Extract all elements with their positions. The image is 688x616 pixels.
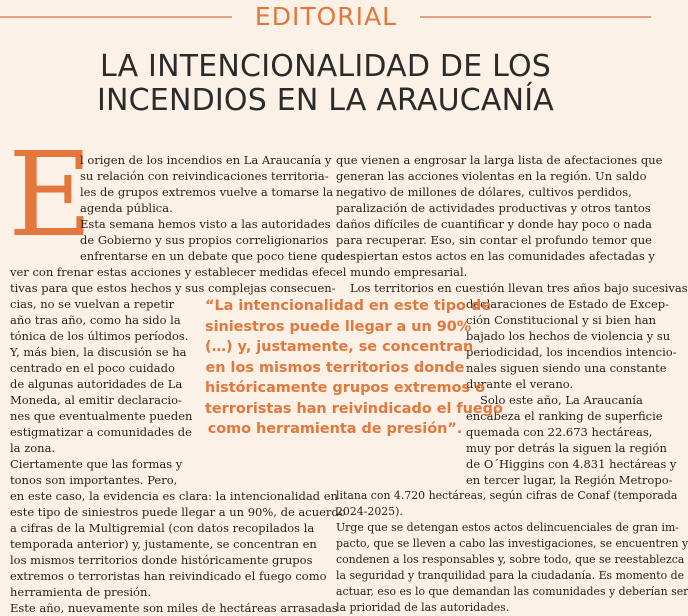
drop-cap: E xyxy=(8,128,93,263)
text-line: a cifras de la Multigremial (con datos recopilados la xyxy=(10,521,315,535)
text-line: daños difíciles de cuantificar y donde hay poco o nada xyxy=(336,217,653,231)
text-line: tónica de los últimos períodos. xyxy=(10,329,189,343)
column-2-bottom xyxy=(336,488,688,616)
text-line: despiertan estos actos en las comunidades afectadas y xyxy=(336,249,655,263)
text-line: l origen de los incendios en La Araucanía y xyxy=(80,153,332,167)
text-line: Moneda, al emitir declaracio- xyxy=(10,393,182,407)
text-line: ver con frenar estas acciones y establecer medidas efec- xyxy=(10,265,341,279)
pull-quote xyxy=(205,296,503,440)
text-line: enfrentarse en un debate que poco tiene que xyxy=(80,249,343,263)
text-line: estigmatizar a comunidades de xyxy=(10,425,192,439)
text-line: cias, no se vuelvan a repetir xyxy=(10,297,175,311)
text-line: 2024-2025). xyxy=(336,505,403,518)
text-line: ción Constitucional y si bien han xyxy=(466,313,657,327)
quote-line: (…) y, justamente, se concentran xyxy=(205,339,474,355)
column-2-narrow xyxy=(466,296,677,488)
section-header xyxy=(0,0,651,36)
text-line: generan las acciones violentas en la región. Un saldo xyxy=(336,169,647,183)
text-line: año tras año, como ha sido la xyxy=(10,313,181,327)
text-line: Solo este año, La Araucanía xyxy=(480,393,643,407)
text-line: periodicidad, los incendios intencio- xyxy=(466,345,677,359)
quote-line: como herramienta de presión”. xyxy=(207,421,463,437)
text-line: de Gobierno y sus propios correligionarios xyxy=(80,233,329,247)
column-1-narrow xyxy=(10,312,200,488)
quote-line: siniestros puede llegar a un 90% xyxy=(205,318,472,335)
text-line: herramienta de presión. xyxy=(10,585,152,599)
text-line: Los territorios en cuestión llevan tres años bajo sucesivas xyxy=(350,281,688,295)
text-line: su relación con reivindicaciones territoria- xyxy=(80,169,329,183)
text-line: nes que eventualmente pueden xyxy=(10,409,193,423)
text-line: este tipo de siniestros puede llegar a un 90%, de acuerdo xyxy=(10,505,346,519)
text-line: declaraciones de Estado de Excep- xyxy=(466,297,670,311)
text-line: Esta semana hemos visto a las autoridades xyxy=(80,217,331,231)
text-line: Y, más bien, la discusión se ha xyxy=(10,345,187,359)
text-line: Urge que se detengan estos actos delincuenciales de gran im- xyxy=(336,521,679,534)
section-label: EDITORIAL xyxy=(254,2,398,31)
text-line: condenen a los responsables y, sobre todo, que se reestablezca xyxy=(336,553,685,566)
text-line: en este caso, la evidencia es clara: la intencionalidad en xyxy=(10,489,338,503)
text-line: tonos son importantes. Pero, xyxy=(10,473,178,487)
title-line: INCENDIOS EN LA ARAUCANÍA xyxy=(96,83,555,118)
quote-line: en los mismos territorios donde xyxy=(205,359,465,376)
text-line: de O´Higgins con 4.831 hectáreas y xyxy=(466,457,677,471)
text-line: agenda pública. xyxy=(80,201,173,215)
text-line: paralización de actividades productivas y otros tantos xyxy=(336,201,651,215)
text-line: nales siguen siendo una constante xyxy=(466,361,667,375)
column-2-top xyxy=(336,152,688,296)
quote-line: históricamente grupos extremos o xyxy=(205,380,485,396)
text-line: los mismos territorios donde históricamente grupos xyxy=(10,553,313,567)
title-line: LA INTENCIONALIDAD DE LOS xyxy=(99,49,552,84)
text-line: Este año, nuevamente son miles de hectáreas arrasadas xyxy=(10,601,338,615)
text-line: durante el verano. xyxy=(466,377,574,391)
column-1-bottom xyxy=(10,488,346,616)
text-line: negativo de millones de dólares, cultivos perdidos, xyxy=(336,185,632,199)
text-line: el mundo empresarial. xyxy=(336,265,468,279)
text-line: la seguridad y tranquilidad para la ciudadanía. Es momento de xyxy=(336,569,685,582)
text-line: temporada anterior) y, justamente, se concentran en xyxy=(10,537,317,551)
text-line: en tercer lugar, la Región Metropo- xyxy=(466,473,673,487)
quote-line: “La intencionalidad en este tipo de xyxy=(205,298,491,314)
text-line: encabeza el ranking de superficie xyxy=(466,409,663,423)
text-line: la prioridad de las autoridades. xyxy=(336,601,510,614)
text-line: que vienen a engrosar la larga lista de afectaciones que xyxy=(336,153,663,167)
text-line: litana con 4.720 hectáreas, según cifras de Conaf (temporada xyxy=(336,489,678,502)
article-title xyxy=(40,50,611,118)
column-1-top xyxy=(80,152,343,264)
text-line: para recuperar. Eso, sin contar el profundo temor que xyxy=(336,233,652,247)
text-line: pacto, que se lleven a cabo las investigaciones, se encuentren y xyxy=(336,537,688,550)
text-line: extremos o terroristas han reivindicado el fuego como xyxy=(10,569,327,583)
text-line: quemada con 22.673 hectáreas, xyxy=(466,425,653,439)
text-line: de algunas autoridades de La xyxy=(10,377,183,391)
text-line: les de grupos extremos vuelve a tomarse la xyxy=(80,185,334,199)
header-rule-left xyxy=(0,16,232,18)
header-rule-right xyxy=(420,16,651,18)
text-line: la zona. xyxy=(10,441,56,455)
text-line: tivas para que estos hechos y sus complejas consecuen- xyxy=(10,281,336,295)
text-line: muy por detrás la siguen la región xyxy=(466,441,667,455)
text-line: Ciertamente que las formas y xyxy=(10,457,183,471)
text-line: actuar, eso es lo que demandan las comunidades y deberían ser xyxy=(336,585,688,598)
text-line: centrado en el poco cuidado xyxy=(10,361,175,375)
quote-line: terroristas han reivindicado el fuego xyxy=(205,400,503,417)
text-line: bajado los hechos de violencia y su xyxy=(466,329,671,343)
